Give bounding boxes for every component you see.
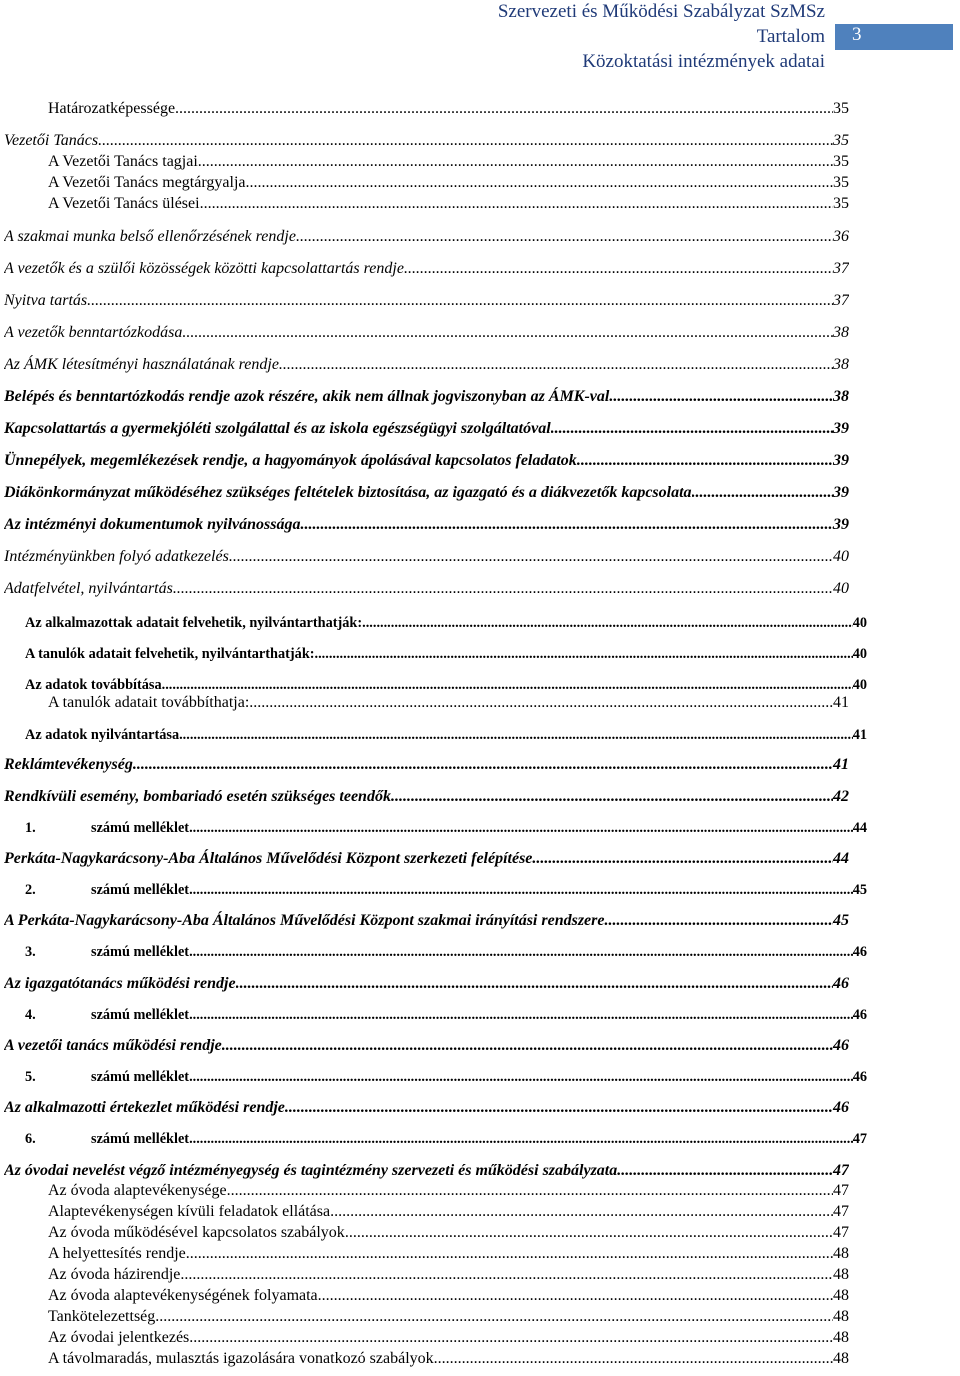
toc-entry-title: A Vezetői Tanács ülései — [48, 195, 200, 212]
toc-entry-title: Rendkívüli esemény, bombariadó esetén szükséges teendők — [4, 788, 391, 805]
toc-dot-leader — [249, 694, 833, 712]
toc-dot-leader — [227, 1182, 833, 1200]
toc-dot-leader — [300, 516, 833, 534]
toc-entry-title: 5. számú melléklet — [25, 1069, 190, 1085]
toc-entry-page: 40 — [852, 615, 867, 631]
toc-dot-leader — [198, 153, 833, 171]
toc-entry[interactable] — [48, 191, 849, 213]
page-header — [0, 0, 960, 80]
toc-entry-page: 40 — [852, 677, 867, 693]
toc-entry[interactable] — [48, 1220, 849, 1242]
toc-entry-page: 35 — [833, 195, 849, 212]
toc-entry-page: 47 — [833, 1162, 849, 1179]
toc-dot-leader — [87, 292, 833, 310]
toc-entry[interactable] — [48, 690, 849, 712]
toc-entry-page: 47 — [852, 1131, 867, 1147]
toc-entry-page: 39 — [833, 420, 849, 437]
toc-entry-title: 3. számú melléklet — [25, 944, 190, 960]
toc-entry-page: 41 — [852, 727, 867, 743]
toc-entry-title: 6. számú melléklet — [25, 1131, 190, 1147]
toc-dot-leader — [577, 452, 833, 470]
toc-entry-page: 40 — [852, 646, 867, 662]
toc-entry[interactable] — [4, 320, 849, 342]
toc-entry-title: Az alkalmazottak adatait felvehetik, nyilvántarthatják: — [25, 615, 363, 631]
toc-entry-page: 46 — [833, 1099, 849, 1116]
toc-entry-title: Az óvoda alaptevékenységének folyamata — [48, 1287, 318, 1304]
toc-entry-title: Tankötelezettség — [48, 1308, 156, 1325]
toc-entry-page: 39 — [833, 484, 849, 501]
toc-entry[interactable] — [48, 170, 849, 192]
toc-entry[interactable] — [48, 1325, 849, 1347]
toc-dot-leader — [532, 850, 833, 868]
header-title: Szervezeti és Működési Szabályzat SzMSz — [497, 1, 825, 22]
toc-entry-title: A vezetők benntartózkodása — [4, 324, 183, 341]
toc-entry-page: 46 — [852, 1069, 867, 1085]
toc-dot-leader — [189, 1069, 853, 1086]
toc-entry[interactable] — [4, 1095, 849, 1117]
toc-entry-page: 47 — [833, 1203, 849, 1220]
toc-entry-page: 35 — [833, 174, 849, 191]
toc-entry-title: 2. számú melléklet — [25, 882, 190, 898]
toc-entry[interactable] — [48, 1262, 849, 1284]
toc-entry-page: 40 — [833, 548, 849, 565]
toc-dot-leader — [279, 356, 833, 374]
toc-dot-leader — [315, 646, 853, 663]
toc-entry-title: Alaptevékenységen kívüli feladatok ellátása — [48, 1203, 331, 1220]
toc-entry[interactable] — [4, 1033, 849, 1055]
toc-dot-leader — [189, 1007, 853, 1024]
toc-entry-page: 48 — [833, 1266, 849, 1283]
toc-dot-leader — [133, 756, 833, 774]
toc-dot-leader — [285, 1099, 833, 1117]
header-subsection: Közoktatási intézmények adatai — [582, 51, 825, 72]
toc-dot-leader — [189, 820, 853, 837]
toc-dot-leader — [551, 420, 833, 438]
toc-entry-title: Az óvoda alaptevékenysége — [48, 1182, 227, 1199]
toc-entry[interactable] — [25, 815, 867, 837]
toc-entry-title: A tanulók adatait továbbíthatja: — [48, 694, 250, 711]
toc-entry-title: A vezetők és a szülői közösségek közötti kapcsolattartás rendje — [4, 260, 404, 277]
toc-entry[interactable] — [25, 877, 867, 899]
toc-entry-page: 48 — [833, 1245, 849, 1262]
toc-dot-leader — [189, 1329, 833, 1347]
toc-entry-title: A szakmai munka belső ellenőrzésének rendje — [4, 228, 296, 245]
toc-dot-leader — [330, 1203, 833, 1221]
toc-entry-title: Az alkalmazotti értekezlet működési rendje — [4, 1099, 285, 1116]
toc-dot-leader — [318, 1287, 833, 1305]
toc-entry-title: Az óvodai jelentkezés — [48, 1329, 190, 1346]
toc-entry[interactable] — [4, 971, 849, 993]
toc-entry-page: 38 — [833, 388, 849, 405]
toc-dot-leader — [692, 484, 833, 502]
toc-entry-number: 1. — [25, 820, 36, 836]
toc-entry-title: Intézményünkben folyó adatkezelés — [4, 548, 229, 565]
toc-entry-page: 39 — [833, 452, 849, 469]
toc-entry[interactable] — [4, 480, 849, 502]
toc-entry-title: Ünnepélyek, megemlékezések rendje, a hagyományok ápolásával kapcsolatos feladatok — [4, 452, 577, 469]
toc-entry[interactable] — [48, 1304, 849, 1326]
toc-entry-page: 38 — [833, 324, 849, 341]
toc-entry-title: A tanulók adatait felvehetik, nyilvántarthatják: — [25, 646, 315, 662]
toc-entry[interactable] — [4, 846, 849, 868]
toc-entry-page: 45 — [852, 882, 867, 898]
toc-entry[interactable] — [25, 722, 867, 744]
toc-entry-page: 41 — [833, 694, 849, 711]
toc-entry[interactable] — [4, 512, 849, 534]
toc-entry[interactable] — [4, 908, 849, 930]
toc-dot-leader — [609, 388, 833, 406]
toc-entry-title: A Vezetői Tanács megtárgyalja — [48, 174, 246, 191]
toc-entry-page: 35 — [833, 153, 849, 170]
toc-entry-title: Az óvodai nevelést végző intézményegység és tagintézmény szervezeti és működési szabályzata — [4, 1162, 618, 1179]
toc-dot-leader — [98, 132, 833, 150]
toc-entry-title: Határozatképessége — [48, 100, 176, 117]
toc-entry[interactable] — [25, 1126, 867, 1148]
toc-entry[interactable] — [25, 1002, 867, 1024]
toc-entry-page: 37 — [833, 260, 849, 277]
toc-entry-page: 41 — [833, 756, 849, 773]
toc-entry-page: 46 — [852, 944, 867, 960]
toc-dot-leader — [404, 260, 833, 278]
toc-entry-page: 48 — [833, 1350, 849, 1367]
toc-entry[interactable] — [48, 1346, 849, 1368]
toc-entry-page: 36 — [833, 228, 849, 245]
toc-dot-leader — [222, 1037, 833, 1055]
toc-entry[interactable] — [25, 610, 867, 632]
toc-entry-page: 37 — [833, 292, 849, 309]
toc-entry[interactable] — [4, 416, 849, 438]
toc-entry[interactable] — [4, 224, 849, 246]
toc-entry-page: 46 — [833, 1037, 849, 1054]
toc-entry-number: 6. — [25, 1131, 36, 1147]
toc-dot-leader — [189, 1131, 853, 1148]
toc-entry-number: 2. — [25, 882, 36, 898]
toc-dot-leader — [179, 727, 853, 744]
toc-entry-title: 4. számú melléklet — [25, 1007, 190, 1023]
toc-entry-page: 47 — [833, 1182, 849, 1199]
toc-entry[interactable] — [48, 96, 849, 118]
toc-dot-leader — [229, 548, 833, 566]
toc-entry[interactable] — [4, 256, 849, 278]
toc-entry-number: 4. — [25, 1007, 36, 1023]
toc-entry[interactable] — [4, 784, 849, 806]
page-number: 3 — [852, 24, 862, 45]
toc-entry-title: Perkáta-Nagykarácsony-Aba Általános Művelődési Központ szerkezeti felépítése — [4, 850, 533, 867]
toc-entry-page: 48 — [833, 1308, 849, 1325]
toc-dot-leader — [189, 944, 853, 961]
toc-entry-page: 35 — [833, 100, 849, 117]
toc-entry-page: 38 — [833, 356, 849, 373]
toc-entry-title: Az ÁMK létesítményi használatának rendje — [4, 356, 279, 373]
toc-entry[interactable] — [25, 641, 867, 663]
toc-entry-title: Az adatok nyilvántartása — [25, 727, 180, 743]
toc-entry-title: A helyettesítés rendje — [48, 1245, 186, 1262]
toc-dot-leader — [155, 1308, 833, 1326]
toc-dot-leader — [182, 324, 833, 342]
toc-entry-title: Adatfelvétel, nyilvántartás — [4, 580, 173, 597]
toc-entry-title: A Vezetői Tanács tagjai — [48, 153, 198, 170]
toc-entry[interactable] — [48, 1178, 849, 1200]
toc-entry[interactable] — [25, 1064, 867, 1086]
toc-dot-leader — [186, 1245, 833, 1263]
toc-entry-page: 35 — [833, 132, 849, 149]
toc-entry[interactable] — [4, 448, 849, 470]
toc-entry-title: Nyitva tartás — [4, 292, 88, 309]
toc-dot-leader — [345, 1224, 833, 1242]
toc-entry-title: Kapcsolattartás a gyermekjóléti szolgálattal és az iskola egészségügyi szolgáltatóval — [4, 420, 551, 437]
header-section: Tartalom — [756, 26, 825, 47]
toc-entry-title: A Perkáta-Nagykarácsony-Aba Általános Művelődési Központ szakmai irányítási rendszere — [4, 912, 605, 929]
toc-entry-title: Diákönkormányzat működéséhez szükséges feltételek biztosítása, az igazgató és a diákvezetők kapcsolata — [4, 484, 692, 501]
toc-dot-leader — [604, 912, 833, 930]
toc-entry-page: 39 — [833, 516, 849, 533]
toc-entry-page: 46 — [852, 1007, 867, 1023]
toc-entry[interactable] — [48, 149, 849, 171]
toc-entry-page: 48 — [833, 1287, 849, 1304]
toc-entry[interactable] — [48, 1199, 849, 1221]
toc-entry-number: 3. — [25, 944, 36, 960]
toc-entry[interactable] — [4, 576, 849, 598]
toc-entry-title: Az óvoda működésével kapcsolatos szabályok — [48, 1224, 345, 1241]
toc-entry-number: 5. — [25, 1069, 36, 1085]
toc-entry-title: Belépés és benntartózkodás rendje azok részére, akik nem állnak jogviszonyban az ÁMK-val — [4, 388, 610, 405]
toc-entry[interactable] — [48, 1241, 849, 1263]
toc-entry-title: A vezetői tanács működési rendje — [4, 1037, 222, 1054]
toc-entry[interactable] — [4, 752, 849, 774]
toc-entry-title: Az igazgatótanács működési rendje — [4, 975, 236, 992]
toc-dot-leader — [189, 882, 853, 899]
toc-entry-title: Az óvoda házirendje — [48, 1266, 181, 1283]
toc-entry-page: 44 — [833, 850, 849, 867]
toc-dot-leader — [362, 615, 853, 632]
toc-dot-leader — [175, 100, 833, 118]
toc-entry-title: 1. számú melléklet — [25, 820, 190, 836]
toc-entry-page: 48 — [833, 1329, 849, 1346]
toc-entry[interactable] — [48, 1283, 849, 1305]
toc-entry-title: Az adatok továbbítása — [25, 677, 162, 693]
toc-entry-page: 45 — [833, 912, 849, 929]
toc-dot-leader — [236, 975, 833, 993]
toc-entry-page: 40 — [833, 580, 849, 597]
toc-dot-leader — [245, 174, 833, 192]
toc-dot-leader — [173, 580, 833, 598]
toc-entry-page: 47 — [833, 1224, 849, 1241]
toc-entry[interactable] — [4, 288, 849, 310]
toc-entry-title: Az intézményi dokumentumok nyilvánossága — [4, 516, 301, 533]
toc-entry-title: Vezetői Tanács — [4, 132, 99, 149]
toc-dot-leader — [200, 195, 833, 213]
toc-entry[interactable] — [25, 939, 867, 961]
toc-entry[interactable] — [4, 544, 849, 566]
toc-entry[interactable] — [4, 352, 849, 374]
toc-entry[interactable] — [4, 1158, 849, 1180]
toc-dot-leader — [296, 228, 833, 246]
toc-entry-title: Reklámtevékenység — [4, 756, 133, 773]
toc-dot-leader — [391, 788, 833, 806]
toc-dot-leader — [434, 1350, 833, 1368]
toc-entry-page: 44 — [852, 820, 867, 836]
toc-entry-title: A távolmaradás, mulasztás igazolására vonatkozó szabályok — [48, 1350, 434, 1367]
toc-entry[interactable] — [4, 384, 849, 406]
toc-entry-page: 46 — [833, 975, 849, 992]
toc-entry[interactable] — [4, 128, 849, 150]
toc-entry-page: 42 — [833, 788, 849, 805]
toc-dot-leader — [180, 1266, 833, 1284]
